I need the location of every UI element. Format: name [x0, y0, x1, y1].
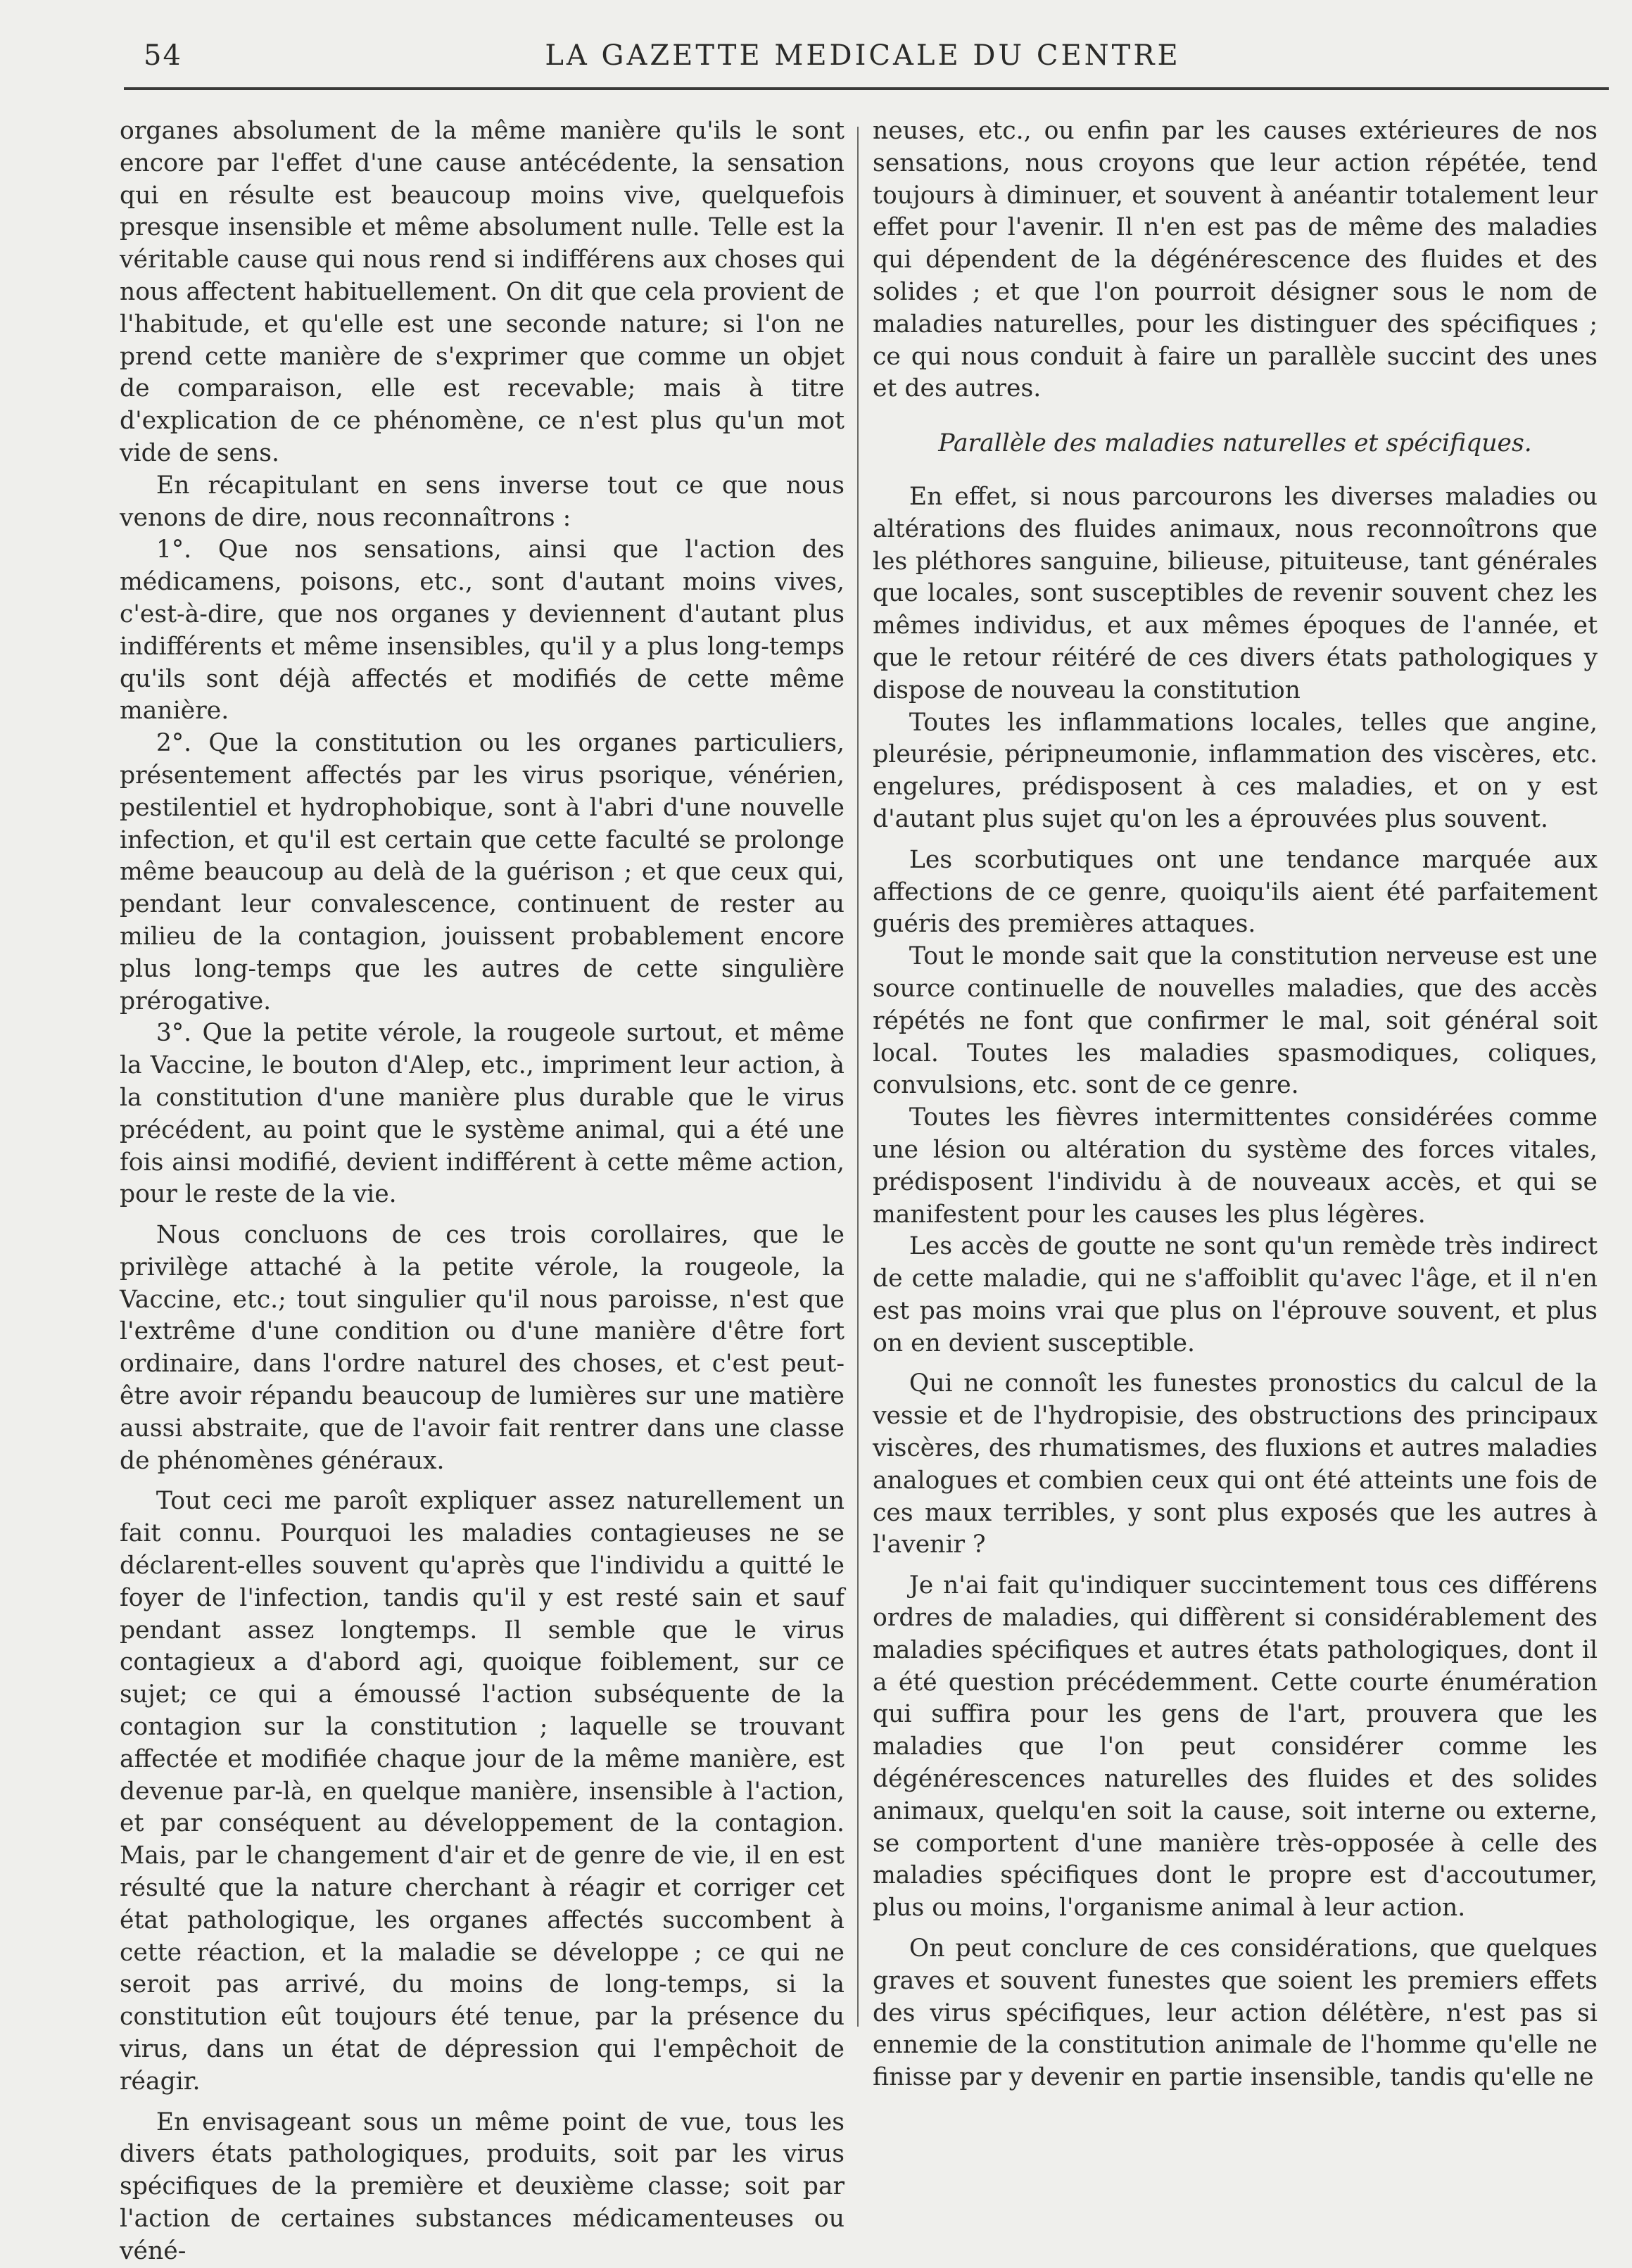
right-column	[873, 115, 1598, 2094]
paragraph: En effet, si nous parcourons les diverses maladies ou altérations des fluides animaux, nous reconnoîtrons que les pléthores sanguine, bilieuse, pituiteuse, tant générales que locales, sont susceptibles de revenir souvent chez les mêmes individus, et aux mêmes époques de l'année, et que le retour réitéré de ces divers états pathologiques y dispose de nouveau la constitution	[873, 482, 1598, 704]
journal-title: LA GAZETTE MEDICALE DU CENTRE	[545, 39, 1181, 72]
paragraph: 3°. Que la petite vérole, la rougeole surtout, et même la Vaccine, le bouton d'Alep, etc., impriment leur action, à la constitution d'une manière plus durable que le virus précédent, au point que le système animal, qui a été une fois ainsi modifié, devient indifférent à cette même action, pour le reste de la vie.	[120, 1019, 845, 1209]
paragraph: En envisageant sous un même point de vue, tous les divers états pathologiques, produits, soit par les virus spécifiques de la première et deuxième classe; soit par l'action de certaines substances médicamenteuses ou véné-	[120, 2108, 845, 2265]
paragraph: Nous concluons de ces trois corollaires, que le privilège attaché à la petite vérole, la rougeole, la Vaccine, etc.; tout singulier qu'il nous paroisse, n'est que l'extrême d'une condition ou d'une manière d'être fort ordinaire, dans l'ordre naturel des choses, et c'est peut-être avoir répandu beaucoup de lumières sur une matière aussi abstraite, que de l'avoir fait rentrer dans une classe de phénomènes généraux.	[120, 1221, 845, 1475]
running-head	[138, 37, 1588, 79]
header-rule	[124, 87, 1609, 90]
paragraph: Je n'ai fait qu'indiquer succintement tous ces différens ordres de maladies, qui diffèrent si considérablement des maladies spécifiques et autres états pathologiques, dont il a été question précédemment. Cette courte énumération qui suffira pour les gens de l'art, prouvera que les maladies que l'on peut considérer comme les dégénérescences naturelles des fluides et des solides animaux, quelqu'en soit la cause, soit interne ou externe, se comportent d'une manière très-opposée à celle des maladies spécifiques dont le propre est d'accoutumer, plus ou moins, l'organisme animal à leur action.	[873, 1571, 1598, 1922]
paragraph: Qui ne connoît les funestes pronostics du calcul de la vessie et de l'hydropisie, des obstructions des principaux viscères, des rhumatismes, des fluxions et autres maladies analogues et combien ceux qui ont été atteints une fois de ces maux terribles, y sont plus exposés que les autres à l'avenir ?	[873, 1369, 1598, 1559]
paragraph: neuses, etc., ou enfin par les causes extérieures de nos sensations, nous croyons que leur action répétée, tend toujours à diminuer, et souvent à anéantir totalement leur effet pour l'avenir. Il n'en est pas de même des maladies qui dépendent de la dégénérescence des fluides et des solides ; et que l'on pourroit désigner sous le nom de maladies naturelles, pour les distinguer des spécifiques ; ce qui nous conduit à faire un parallèle succint des unes et des autres.	[873, 117, 1598, 403]
left-column	[120, 115, 845, 2268]
paragraph: organes absolument de la même manière qu'ils le sont encore par l'effet d'une cause antécédente, la sensation qui en résulte est beaucoup moins vive, quelquefois presque insensible et même absolument nulle. Telle est la véritable cause qui nous rend si indifférens aux choses qui nous affectent habituellement. On dit que cela provient de l'habitude, et qu'elle est une seconde nature; si l'on ne prend cette manière de s'exprimer que comme un objet de comparaison, elle est recevable; mais à titre d'explication de ce phénomène, ce n'est plus qu'un mot vide de sens.	[120, 117, 845, 467]
paragraph: Tout ceci me paroît expliquer assez naturellement un fait connu. Pourquoi les maladies contagieuses ne se déclarent-elles souvent qu'après que l'individu a quitté le foyer de l'infection, tandis qu'il y est resté sain et sauf pendant assez longtemps. Il semble que le virus contagieux a d'abord agi, quoique foiblement, sur ce sujet; ce qui a émoussé l'action subséquente de la contagion sur la constitution ; laquelle se trouvant affectée et modifiée chaque jour de la même manière, est devenue par-là, en quelque manière, insensible à l'action, et par conséquent au développement de la contagion. Mais, par le changement d'air et de genre de vie, il en est résulté que la nature cherchant à réagir et corriger cet état pathologique, les organes affectés succombent à cette réaction, et la maladie se développe ; ce qui ne seroit pas arrivé, du moins de long-temps, si la constitution eût toujours été tenue, par la présence du virus, dans un état de dépression qui l'empêchoit de réagir.	[120, 1487, 845, 2096]
paragraph: On peut conclure de ces considérations, que quelques graves et souvent funestes que soient les premiers effets des virus spécifiques, leur action délétère, n'est pas si ennemie de la constitution animale de l'homme qu'elle ne finisse par y devenir en partie insensible, tandis qu'elle ne	[873, 1934, 1598, 2092]
paragraph: Toutes les inflammations locales, telles que angine, pleurésie, péripneumonie, inflammation des viscères, etc. engelures, prédisposent à ces maladies, et on y est d'autant plus sujet qu'on les a éprouvées plus souvent.	[873, 708, 1598, 833]
paragraph: 2°. Que la constitution ou les organes particuliers, présentement affectés par les virus psorique, vénérien, pestilentiel et hydrophobique, sont à l'abri d'une nouvelle infection, et qu'il est certain que cette faculté se prolonge même beaucoup au delà de la guérison ; et que ceux qui, pendant leur convalescence, continuent de rester au milieu de la contagion, jouissent probablement encore plus long-temps que les autres de cette singulière prérogative.	[120, 729, 845, 1015]
page-number: 54	[144, 39, 182, 72]
paragraph: Les accès de goutte ne sont qu'un remède très indirect de cette maladie, qui ne s'affoiblit qu'avec l'âge, et il n'en est pas moins vrai que plus on l'éprouve souvent, et plus on en devient susceptible.	[873, 1232, 1598, 1357]
paragraph: Les scorbutiques ont une tendance marquée aux affections de ce genre, quoiqu'ils aient été parfaitement guéris des premières attaques.	[873, 845, 1598, 939]
paragraph: Toutes les fièvres intermittentes considérées comme une lésion ou altération du système des forces vitales, prédisposent l'individu à de nouveaux accès, et qui se manifestent pour les causes les plus légères.	[873, 1103, 1598, 1229]
paragraph: 1°. Que nos sensations, ainsi que l'action des médicamens, poisons, etc., sont d'autant moins vives, c'est-à-dire, que nos organes y deviennent d'autant plus indifférents et même insensibles, qu'il y a plus long-temps qu'ils sont déjà affectés et modifiés de cette même manière.	[120, 536, 845, 726]
column-divider	[857, 127, 859, 2027]
paragraph: Tout le monde sait que la constitution nerveuse est une source continuelle de nouvelles maladies, que des accès répétés ne font que confirmer le mal, soit général soit local. Toutes les maladies spasmodiques, coliques, convulsions, etc. sont de ce genre.	[873, 942, 1598, 1100]
paragraph: En récapitulant en sens inverse tout ce que nous venons de dire, nous reconnaîtrons :	[120, 471, 845, 532]
section-heading: Parallèle des maladies naturelles et spécifiques.	[938, 429, 1532, 458]
